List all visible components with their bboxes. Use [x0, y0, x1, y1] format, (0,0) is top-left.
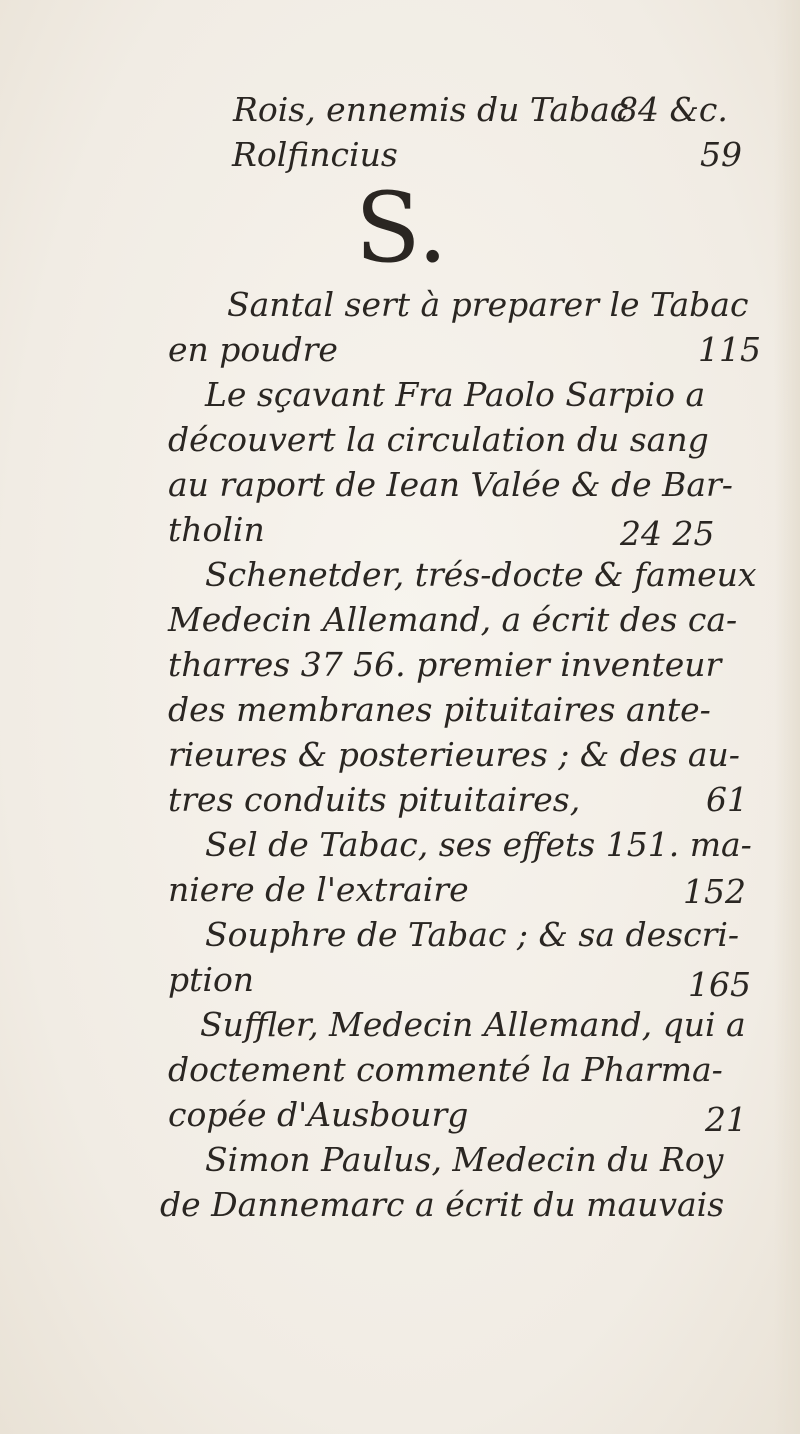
index-line: Sel de Tabac, ses effets 151. ma- [205, 825, 752, 864]
page-number: 21 [705, 1100, 747, 1139]
page-number: 165 [688, 965, 751, 1004]
index-line: au raport de Iean Valée & de Bar- [168, 465, 733, 504]
index-line: Schenetder, trés-docte & fameux [205, 555, 757, 594]
index-line: Le sçavant Fra Paolo Sarpio a [205, 375, 706, 414]
header-entry-2: Rolfincius [232, 135, 398, 174]
header-entry-2-page: 59 [700, 135, 742, 174]
index-line: ption [168, 960, 255, 999]
index-line: en poudre [168, 330, 338, 369]
page-number: 152 [683, 872, 746, 911]
page-number: 24 25 [620, 514, 715, 553]
index-line: niere de l'extraire [168, 870, 469, 909]
page-number: 115 [698, 330, 761, 369]
index-line: copée d'Ausbourg [168, 1095, 469, 1134]
header-entry-1-page: 84 &c. [617, 90, 728, 129]
index-line: rieures & posterieures ; & des au- [168, 735, 740, 774]
index-line: Simon Paulus, Medecin du Roy [205, 1140, 724, 1179]
index-line: des membranes pituitaires ante- [168, 690, 711, 729]
index-line: Medecin Allemand, a écrit des ca- [168, 600, 738, 639]
index-line: Suffler, Medecin Allemand, qui a [200, 1005, 746, 1044]
index-line: Souphre de Tabac ; & sa descri- [205, 915, 740, 954]
index-line: tholin [168, 510, 265, 549]
index-line: doctement commenté la Pharma- [168, 1050, 723, 1089]
index-line: découvert la circulation du sang [168, 420, 709, 459]
section-letter: S. [355, 172, 448, 284]
index-line: tharres 37 56. premier inventeur [168, 645, 722, 684]
page-number: 61 [706, 780, 748, 819]
index-line: de Dannemarc a écrit du mauvais [160, 1185, 725, 1224]
index-line: tres conduits pituitaires, [168, 780, 581, 819]
index-line: Santal sert à preparer le Tabac [227, 285, 749, 324]
header-entry-1: Rois, ennemis du Tabac [233, 90, 629, 129]
